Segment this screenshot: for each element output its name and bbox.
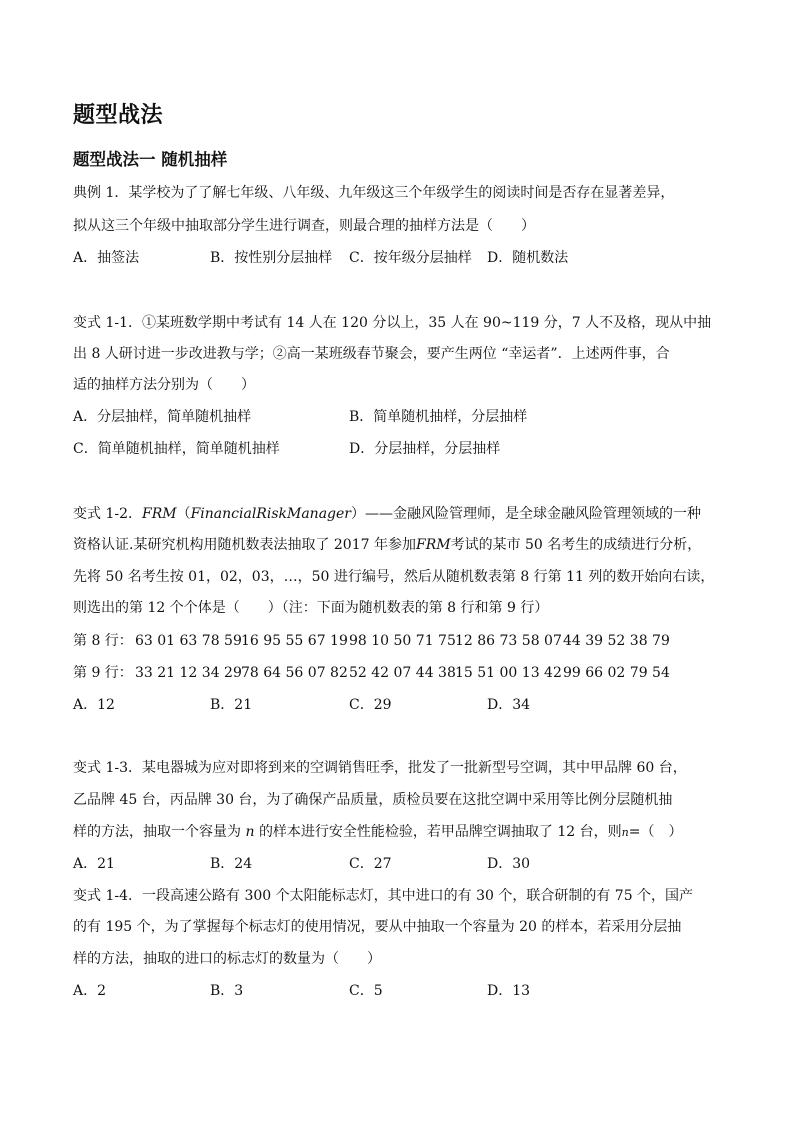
q3-label: 变式 1-2． xyxy=(73,506,142,522)
q2-option-d: D．分层抽样，分层抽样 xyxy=(349,441,501,457)
q4-stem-line-3 xyxy=(73,822,682,843)
q3-stem-line-2 xyxy=(73,535,701,555)
q1-option-c: C．按年级分层抽样 xyxy=(349,250,472,266)
row-9-group: 78 64 56 07 82 xyxy=(241,665,348,681)
q1-stem-line-2: 拟从这三个年级中抽取部分学生进行调查，则最合理的抽样方法是（ ） xyxy=(73,218,535,234)
row-8-group: 12 86 73 58 07 xyxy=(455,633,562,649)
q4-option-a: A．21 xyxy=(73,856,115,872)
row-8-group: 98 10 50 71 75 xyxy=(349,633,456,649)
q5-stem-line-1: 变式 1-4．一段高速公路有 300 个太阳能标志灯，其中进口的有 30 个，联合研制的有 75 个，国产 xyxy=(73,888,694,904)
q4-stem-line-1: 变式 1-3．某电器城为应对即将到来的空调销售旺季，批发了一批新型号空调，其中甲品牌 60 台， xyxy=(73,760,687,776)
q3-stem-line-3: 先将 50 名考生按 01，02，03，…，50 进行编号，然后从随机数表第 8 行第 11 列的数开始向右读， xyxy=(73,569,715,585)
frm-abbrev-2: FRM xyxy=(415,537,451,553)
random-table-row-8 xyxy=(73,631,733,651)
q3-line-2-start: 资格认证.某研究机构用随机数表法抽取了 2017 年参加 xyxy=(73,537,416,553)
q1-option-d: D．随机数法 xyxy=(487,250,569,266)
q1-option-a: A．抽签法 xyxy=(73,250,140,266)
q2-option-c: C．简单随机抽样，简单随机抽样 xyxy=(73,441,280,457)
q3-options xyxy=(73,695,733,715)
q5-option-a: A．2 xyxy=(73,983,107,999)
q3-option-a: A．12 xyxy=(73,697,115,713)
q4-line-3-middle: 的样本进行安全性能检验，若甲品牌空调抽取了 12 台，则 xyxy=(258,824,622,840)
q2-stem-line-3: 适的抽样方法分别为（ ） xyxy=(73,377,255,393)
row-9-group: 99 66 02 79 54 xyxy=(563,665,670,681)
q1-stem-line-1: 典例 1．某学校为了了解七年级、八年级、九年级这三个年级学生的阅读时间是否存在显著差异， xyxy=(73,185,675,201)
q2-stem-line-1: 变式 1-1．①某班数学期中考试有 14 人在 120 分以上，35 人在 90~119 分，7 人不及格，现从中抽 xyxy=(73,315,712,331)
q2-option-b: B．简单随机抽样，分层抽样 xyxy=(349,409,528,425)
q4-option-b: B．24 xyxy=(210,856,253,872)
q5-option-c: C．5 xyxy=(349,983,383,999)
q4-options xyxy=(73,854,733,874)
q2-stem-line-2: 出 8 人研讨进一步改进教与学；②高一某班级春节聚会，要产生两位 “幸运者”．上述两件事，合 xyxy=(73,346,670,362)
row-9-label: 第 9 行： xyxy=(73,665,133,681)
random-table-row-9 xyxy=(73,663,733,683)
frm-full-name: FinancialRiskManager xyxy=(190,506,351,522)
q3-line-2-rest: 考试的某市 50 名考生的成绩进行分析， xyxy=(450,537,702,553)
paren-open: （ xyxy=(176,506,191,522)
q5-option-d: D．13 xyxy=(487,983,531,999)
row-8-group: 16 95 55 67 19 xyxy=(241,633,348,649)
q3-option-d: D．34 xyxy=(487,697,531,713)
q5-options xyxy=(73,981,733,1001)
row-8-group: 63 01 63 78 59 xyxy=(135,633,242,649)
q3-option-b: B．21 xyxy=(210,697,253,713)
row-9-group: 15 51 00 13 42 xyxy=(455,665,562,681)
row-8-label: 第 8 行： xyxy=(73,633,133,649)
q4-option-c: C．27 xyxy=(349,856,392,872)
section-title: 题型战法一 随机抽样 xyxy=(73,150,228,169)
q3-line-1-rest: ）——金融风险管理师，是全球金融风险管理领域的一种 xyxy=(350,506,701,522)
row-8-group: 44 39 52 38 79 xyxy=(563,633,670,649)
q5-stem-line-2: 的有 195 个，为了掌握每个标志灯的使用情况，要从中抽取一个容量为 20 的样本，若采用分层抽 xyxy=(73,919,682,935)
page-title: 题型战法 xyxy=(73,103,164,128)
variable-n: n xyxy=(245,824,255,840)
q5-option-b: B．3 xyxy=(210,983,244,999)
q4-option-d: D．30 xyxy=(487,856,531,872)
row-9-group: 52 42 07 44 38 xyxy=(349,665,456,681)
q4-line-3-end: =（ ） xyxy=(628,824,683,840)
q3-stem-line-1 xyxy=(73,504,701,524)
q2-options-row-1 xyxy=(73,407,733,427)
q3-option-c: C．29 xyxy=(349,697,392,713)
q4-line-3-start: 样的方法，抽取一个容量为 xyxy=(73,824,241,840)
q3-stem-line-4: 则选出的第 12 个个体是（ ）（注：下面为随机数表的第 8 行和第 9 行） xyxy=(73,600,549,616)
variable-n: n xyxy=(621,826,629,839)
q4-stem-line-2: 乙品牌 45 台，丙品牌 30 台，为了确保产品质量，质检员要在这批空调中采用等比例分层随机抽 xyxy=(73,792,673,808)
q1-options xyxy=(73,248,733,268)
q2-option-a: A．分层抽样，简单随机抽样 xyxy=(73,409,252,425)
q1-option-b: B．按性别分层抽样 xyxy=(210,250,333,266)
row-9-group: 33 21 12 34 29 xyxy=(135,665,242,681)
q5-stem-line-3: 样的方法，抽取的进口的标志灯的数量为（ ） xyxy=(73,951,381,967)
q2-options-row-2 xyxy=(73,439,733,459)
frm-abbrev: FRM xyxy=(142,506,177,522)
